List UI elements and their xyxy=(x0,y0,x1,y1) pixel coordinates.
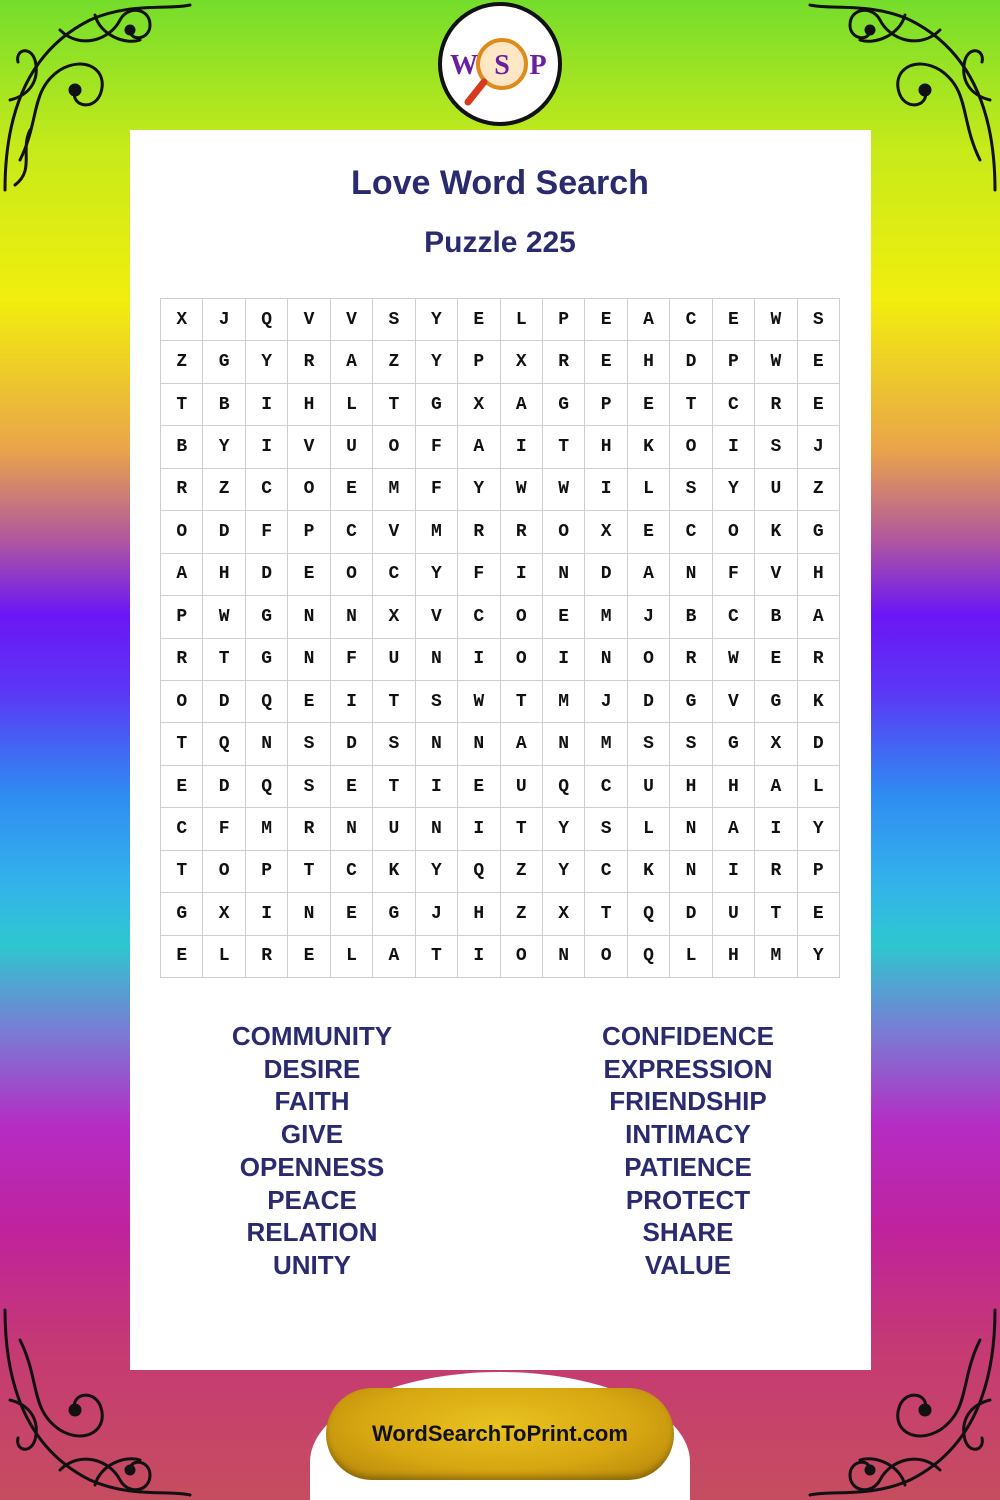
grid-cell[interactable]: A xyxy=(501,384,543,426)
grid-cell[interactable]: T xyxy=(543,426,585,468)
grid-cell[interactable]: O xyxy=(501,936,543,978)
grid-cell[interactable]: U xyxy=(755,469,797,511)
grid-cell[interactable]: G xyxy=(713,723,755,765)
grid-cell[interactable]: B xyxy=(670,596,712,638)
grid-cell[interactable]: T xyxy=(161,723,203,765)
grid-cell[interactable]: O xyxy=(585,936,627,978)
logo-letter-s: S xyxy=(494,50,510,81)
grid-cell[interactable]: V xyxy=(713,681,755,723)
grid-cell[interactable]: O xyxy=(501,639,543,681)
grid-cell[interactable]: H xyxy=(458,893,500,935)
grid-cell[interactable]: V xyxy=(416,596,458,638)
grid-cell[interactable]: Y xyxy=(543,851,585,893)
grid-cell[interactable]: Z xyxy=(501,893,543,935)
grid-cell[interactable]: S xyxy=(373,723,415,765)
grid-cell[interactable]: N xyxy=(543,936,585,978)
grid-cell[interactable]: E xyxy=(585,341,627,383)
grid-cell[interactable]: X xyxy=(161,299,203,341)
grid-cell[interactable]: G xyxy=(416,384,458,426)
grid-cell[interactable]: M xyxy=(585,596,627,638)
grid-cell[interactable]: D xyxy=(585,554,627,596)
grid-cell[interactable]: U xyxy=(373,808,415,850)
grid-cell[interactable]: T xyxy=(373,766,415,808)
website-link-button[interactable]: WordSearchToPrint.com xyxy=(326,1388,674,1480)
grid-cell[interactable]: E xyxy=(628,511,670,553)
grid-cell[interactable]: N xyxy=(585,639,627,681)
grid-cell[interactable]: R xyxy=(755,851,797,893)
grid-cell[interactable]: A xyxy=(628,299,670,341)
grid-cell[interactable]: U xyxy=(373,639,415,681)
grid-cell[interactable]: I xyxy=(246,384,288,426)
grid-cell[interactable]: V xyxy=(288,299,330,341)
grid-cell[interactable]: E xyxy=(755,639,797,681)
grid-cell[interactable]: R xyxy=(246,936,288,978)
grid-cell[interactable]: Y xyxy=(458,469,500,511)
grid-cell[interactable]: Q xyxy=(246,681,288,723)
word-list-left xyxy=(152,1020,472,1282)
grid-cell[interactable]: E xyxy=(798,341,840,383)
grid-cell[interactable]: I xyxy=(246,426,288,468)
grid-cell[interactable]: B xyxy=(161,426,203,468)
grid-cell[interactable]: N xyxy=(331,596,373,638)
grid-cell[interactable]: F xyxy=(331,639,373,681)
grid-cell[interactable]: M xyxy=(585,723,627,765)
grid-cell[interactable]: G xyxy=(246,639,288,681)
grid-cell[interactable]: Y xyxy=(543,808,585,850)
grid-cell[interactable]: L xyxy=(331,384,373,426)
grid-cell[interactable]: D xyxy=(798,723,840,765)
word-list-item: RELATION xyxy=(246,1217,378,1248)
grid-cell[interactable]: P xyxy=(543,299,585,341)
grid-cell[interactable]: I xyxy=(458,808,500,850)
grid-cell[interactable]: X xyxy=(585,511,627,553)
grid-cell[interactable]: N xyxy=(543,723,585,765)
grid-cell[interactable]: P xyxy=(798,851,840,893)
grid-cell[interactable]: C xyxy=(331,511,373,553)
grid-cell[interactable]: N xyxy=(416,639,458,681)
grid-cell[interactable]: S xyxy=(755,426,797,468)
grid-cell[interactable]: X xyxy=(203,893,245,935)
grid-cell[interactable]: L xyxy=(331,936,373,978)
grid-cell[interactable]: F xyxy=(458,554,500,596)
grid-cell[interactable]: N xyxy=(543,554,585,596)
grid-cell[interactable]: A xyxy=(501,723,543,765)
grid-cell[interactable]: M xyxy=(416,511,458,553)
grid-cell[interactable]: O xyxy=(161,681,203,723)
grid-cell[interactable]: Y xyxy=(416,851,458,893)
logo-letter-p: P xyxy=(529,50,547,81)
grid-cell[interactable]: D xyxy=(203,681,245,723)
grid-cell[interactable]: J xyxy=(798,426,840,468)
grid-cell[interactable]: U xyxy=(501,766,543,808)
grid-cell[interactable]: H xyxy=(798,554,840,596)
grid-cell[interactable]: C xyxy=(161,808,203,850)
grid-cell[interactable]: O xyxy=(288,469,330,511)
grid-cell[interactable]: K xyxy=(755,511,797,553)
word-list-item: UNITY xyxy=(273,1249,351,1280)
grid-cell[interactable]: D xyxy=(628,681,670,723)
grid-cell[interactable]: D xyxy=(246,554,288,596)
grid-cell[interactable]: G xyxy=(373,893,415,935)
grid-cell[interactable]: E xyxy=(628,384,670,426)
grid-cell[interactable]: Q xyxy=(203,723,245,765)
grid-cell[interactable]: D xyxy=(203,511,245,553)
grid-cell[interactable]: T xyxy=(203,639,245,681)
grid-cell[interactable]: A xyxy=(755,766,797,808)
grid-cell[interactable]: E xyxy=(331,766,373,808)
grid-cell[interactable]: C xyxy=(585,766,627,808)
grid-cell[interactable]: E xyxy=(543,596,585,638)
grid-cell[interactable]: H xyxy=(713,766,755,808)
grid-cell[interactable]: E xyxy=(458,766,500,808)
grid-cell[interactable]: Y xyxy=(416,554,458,596)
grid-cell[interactable]: W xyxy=(543,469,585,511)
grid-cell[interactable]: H xyxy=(628,341,670,383)
grid-cell[interactable]: O xyxy=(670,426,712,468)
grid-cell[interactable]: C xyxy=(331,851,373,893)
grid-cell[interactable]: A xyxy=(373,936,415,978)
grid-cell[interactable]: Z xyxy=(501,851,543,893)
grid-cell[interactable]: R xyxy=(543,341,585,383)
grid-cell[interactable]: D xyxy=(670,893,712,935)
grid-cell[interactable]: H xyxy=(288,384,330,426)
grid-cell[interactable]: W xyxy=(203,596,245,638)
grid-cell[interactable]: G xyxy=(161,893,203,935)
grid-cell[interactable]: C xyxy=(373,554,415,596)
grid-cell[interactable]: I xyxy=(416,766,458,808)
grid-cell[interactable]: E xyxy=(798,384,840,426)
grid-cell[interactable]: O xyxy=(543,511,585,553)
grid-cell[interactable]: C xyxy=(246,469,288,511)
grid-cell[interactable]: C xyxy=(670,511,712,553)
grid-cell[interactable]: N xyxy=(331,808,373,850)
word-list-item: EXPRESSION xyxy=(603,1053,773,1084)
word-list-right xyxy=(528,1020,848,1282)
grid-cell[interactable]: Y xyxy=(798,808,840,850)
grid-cell[interactable]: T xyxy=(288,851,330,893)
grid-cell[interactable]: T xyxy=(416,936,458,978)
grid-cell[interactable]: U xyxy=(628,766,670,808)
grid-cell[interactable]: W xyxy=(755,341,797,383)
grid-cell[interactable]: E xyxy=(585,299,627,341)
grid-cell[interactable]: L xyxy=(203,936,245,978)
grid-cell[interactable]: F xyxy=(246,511,288,553)
grid-cell[interactable]: L xyxy=(628,808,670,850)
grid-cell[interactable]: G xyxy=(543,384,585,426)
grid-cell[interactable]: D xyxy=(670,341,712,383)
grid-cell[interactable]: R xyxy=(161,639,203,681)
grid-cell[interactable]: A xyxy=(628,554,670,596)
grid-cell[interactable]: W xyxy=(713,639,755,681)
grid-cell[interactable]: B xyxy=(203,384,245,426)
grid-cell[interactable]: N xyxy=(246,723,288,765)
grid-cell[interactable]: Z xyxy=(161,341,203,383)
grid-cell[interactable]: Y xyxy=(246,341,288,383)
grid-cell[interactable]: N xyxy=(458,723,500,765)
grid-cell[interactable]: J xyxy=(203,299,245,341)
grid-cell[interactable]: G xyxy=(246,596,288,638)
grid-cell[interactable]: K xyxy=(798,681,840,723)
grid-cell[interactable]: L xyxy=(628,469,670,511)
puzzle-number: Puzzle 225 xyxy=(424,226,576,259)
grid-cell[interactable]: G xyxy=(755,681,797,723)
grid-cell[interactable]: E xyxy=(458,299,500,341)
grid-cell[interactable]: O xyxy=(713,511,755,553)
grid-cell[interactable]: Z xyxy=(373,341,415,383)
grid-cell[interactable]: O xyxy=(373,426,415,468)
grid-cell[interactable]: Y xyxy=(798,936,840,978)
grid-cell[interactable]: P xyxy=(713,341,755,383)
grid-cell[interactable]: I xyxy=(246,893,288,935)
grid-cell[interactable]: Y xyxy=(713,469,755,511)
grid-cell[interactable]: E xyxy=(331,469,373,511)
grid-cell[interactable]: G xyxy=(670,681,712,723)
grid-cell[interactable]: I xyxy=(501,554,543,596)
grid-cell[interactable]: V xyxy=(755,554,797,596)
word-list-item: INTIMACY xyxy=(625,1119,751,1150)
grid-cell[interactable]: E xyxy=(288,936,330,978)
grid-cell[interactable]: S xyxy=(288,766,330,808)
grid-cell[interactable]: Y xyxy=(416,299,458,341)
grid-cell[interactable]: Q xyxy=(628,936,670,978)
grid-cell[interactable]: S xyxy=(670,469,712,511)
grid-cell[interactable]: O xyxy=(203,851,245,893)
page-title: Love Word Search xyxy=(351,164,649,202)
grid-cell[interactable]: M xyxy=(755,936,797,978)
grid-cell[interactable]: N xyxy=(288,893,330,935)
word-list-item: PROTECT xyxy=(625,1184,751,1215)
grid-cell[interactable]: X xyxy=(755,723,797,765)
grid-cell[interactable]: J xyxy=(585,681,627,723)
grid-cell[interactable]: R xyxy=(458,511,500,553)
grid-cell[interactable]: A xyxy=(458,426,500,468)
grid-cell[interactable]: A xyxy=(161,554,203,596)
grid-cell[interactable]: D xyxy=(203,766,245,808)
grid-cell[interactable]: I xyxy=(755,808,797,850)
grid-cell[interactable]: R xyxy=(755,384,797,426)
grid-cell[interactable]: P xyxy=(246,851,288,893)
grid-cell[interactable]: I xyxy=(585,469,627,511)
wsp-logo xyxy=(438,2,562,126)
grid-cell[interactable]: N xyxy=(416,808,458,850)
grid-cell[interactable]: S xyxy=(288,723,330,765)
grid-cell[interactable]: T xyxy=(373,681,415,723)
grid-cell[interactable]: X xyxy=(458,384,500,426)
grid-cell[interactable]: I xyxy=(331,681,373,723)
grid-cell[interactable]: X xyxy=(501,341,543,383)
grid-cell[interactable]: O xyxy=(161,511,203,553)
grid-cell[interactable]: L xyxy=(670,936,712,978)
grid-cell[interactable]: Q xyxy=(458,851,500,893)
grid-cell[interactable]: C xyxy=(670,299,712,341)
grid-cell[interactable]: E xyxy=(288,681,330,723)
grid-cell[interactable]: G xyxy=(203,341,245,383)
grid-cell[interactable]: E xyxy=(288,554,330,596)
grid-cell[interactable]: E xyxy=(161,766,203,808)
grid-cell[interactable]: L xyxy=(501,299,543,341)
grid-cell[interactable]: H xyxy=(585,426,627,468)
grid-cell[interactable]: N xyxy=(288,596,330,638)
grid-cell[interactable]: M xyxy=(246,808,288,850)
grid-cell[interactable]: J xyxy=(416,893,458,935)
grid-cell[interactable]: T xyxy=(373,384,415,426)
grid-cell[interactable]: X xyxy=(373,596,415,638)
grid-cell[interactable]: O xyxy=(331,554,373,596)
grid-cell[interactable]: W xyxy=(458,681,500,723)
word-list-item: FRIENDSHIP xyxy=(609,1086,767,1117)
grid-cell[interactable]: B xyxy=(755,596,797,638)
word-list-item: DESIRE xyxy=(263,1053,361,1084)
grid-cell[interactable]: S xyxy=(628,723,670,765)
grid-cell[interactable]: N xyxy=(416,723,458,765)
grid-cell[interactable]: F xyxy=(203,808,245,850)
grid-cell[interactable]: E xyxy=(713,299,755,341)
grid-cell[interactable]: T xyxy=(755,893,797,935)
grid-cell[interactable]: K xyxy=(628,426,670,468)
grid-cell[interactable]: T xyxy=(585,893,627,935)
grid-cell[interactable]: S xyxy=(373,299,415,341)
grid-cell[interactable]: F xyxy=(416,469,458,511)
grid-cell[interactable]: Z xyxy=(798,469,840,511)
grid-cell[interactable]: C xyxy=(585,851,627,893)
grid-cell[interactable]: T xyxy=(161,384,203,426)
grid-cell[interactable]: I xyxy=(458,936,500,978)
grid-cell[interactable]: P xyxy=(288,511,330,553)
grid-cell[interactable]: T xyxy=(161,851,203,893)
grid-cell[interactable]: I xyxy=(501,426,543,468)
word-list-item: COMMUNITY xyxy=(231,1021,393,1051)
grid-cell[interactable]: G xyxy=(798,511,840,553)
grid-cell[interactable]: C xyxy=(713,384,755,426)
word-list-item: CONFIDENCE xyxy=(602,1021,774,1051)
grid-cell[interactable]: K xyxy=(628,851,670,893)
grid-cell[interactable]: M xyxy=(543,681,585,723)
grid-cell[interactable]: N xyxy=(670,851,712,893)
grid-cell[interactable]: P xyxy=(458,341,500,383)
grid-cell[interactable]: S xyxy=(670,723,712,765)
grid-cell[interactable]: Q xyxy=(543,766,585,808)
word-list-item: VALUE xyxy=(644,1249,732,1280)
grid-cell[interactable]: H xyxy=(203,554,245,596)
grid-cell[interactable]: R xyxy=(798,639,840,681)
grid-cell[interactable]: M xyxy=(373,469,415,511)
grid-cell[interactable]: W xyxy=(501,469,543,511)
grid-cell[interactable]: C xyxy=(713,596,755,638)
grid-cell[interactable]: V xyxy=(331,299,373,341)
grid-cell[interactable]: R xyxy=(288,341,330,383)
grid-cell[interactable]: E xyxy=(161,936,203,978)
word-list-item: OPENNESS xyxy=(239,1151,385,1182)
grid-cell[interactable]: N xyxy=(288,639,330,681)
word-list-item: PEACE xyxy=(267,1184,357,1215)
grid-cell[interactable]: A xyxy=(713,808,755,850)
grid-cell[interactable]: I xyxy=(458,639,500,681)
grid-cell[interactable]: N xyxy=(670,554,712,596)
grid-cell[interactable]: P xyxy=(585,384,627,426)
grid-cell[interactable]: V xyxy=(288,426,330,468)
logo-letter-w: W xyxy=(450,50,478,81)
grid-cell[interactable]: H xyxy=(670,766,712,808)
grid-cell[interactable]: V xyxy=(373,511,415,553)
grid-cell[interactable]: K xyxy=(373,851,415,893)
grid-cell[interactable]: X xyxy=(543,893,585,935)
grid-cell[interactable]: F xyxy=(713,554,755,596)
grid-cell[interactable]: W xyxy=(755,299,797,341)
grid-cell[interactable]: T xyxy=(501,681,543,723)
grid-cell[interactable]: E xyxy=(331,893,373,935)
grid-cell[interactable]: S xyxy=(416,681,458,723)
grid-cell[interactable]: Y xyxy=(203,426,245,468)
grid-cell[interactable]: R xyxy=(501,511,543,553)
grid-cell[interactable]: F xyxy=(416,426,458,468)
grid-cell[interactable]: Q xyxy=(246,766,288,808)
grid-cell[interactable]: T xyxy=(501,808,543,850)
grid-cell[interactable]: R xyxy=(161,469,203,511)
grid-cell[interactable]: Q xyxy=(628,893,670,935)
grid-cell[interactable]: C xyxy=(458,596,500,638)
grid-cell[interactable]: A xyxy=(331,341,373,383)
word-list-item: PATIENCE xyxy=(624,1151,752,1182)
word-list-item: FAITH xyxy=(274,1086,350,1117)
grid-cell[interactable]: L xyxy=(798,766,840,808)
word-list-item: SHARE xyxy=(642,1217,734,1248)
grid-cell[interactable]: E xyxy=(798,893,840,935)
grid-cell[interactable]: S xyxy=(585,808,627,850)
grid-cell[interactable]: I xyxy=(713,426,755,468)
grid-cell[interactable]: H xyxy=(713,936,755,978)
grid-cell[interactable]: U xyxy=(713,893,755,935)
grid-cell[interactable]: P xyxy=(161,596,203,638)
grid-cell[interactable]: D xyxy=(331,723,373,765)
grid-cell[interactable]: S xyxy=(798,299,840,341)
grid-cell[interactable]: R xyxy=(288,808,330,850)
grid-cell[interactable]: N xyxy=(670,808,712,850)
grid-cell[interactable]: J xyxy=(628,596,670,638)
grid-cell[interactable]: T xyxy=(670,384,712,426)
grid-cell[interactable]: U xyxy=(331,426,373,468)
grid-cell[interactable]: I xyxy=(713,851,755,893)
grid-cell[interactable]: Q xyxy=(246,299,288,341)
grid-cell[interactable]: A xyxy=(798,596,840,638)
grid-cell[interactable]: Y xyxy=(416,341,458,383)
grid-cell[interactable]: R xyxy=(670,639,712,681)
grid-cell[interactable]: O xyxy=(628,639,670,681)
grid-cell[interactable]: Z xyxy=(203,469,245,511)
grid-cell[interactable]: I xyxy=(543,639,585,681)
letter-grid xyxy=(160,298,840,978)
grid-cell[interactable]: O xyxy=(501,596,543,638)
word-list-item: GIVE xyxy=(280,1119,344,1150)
